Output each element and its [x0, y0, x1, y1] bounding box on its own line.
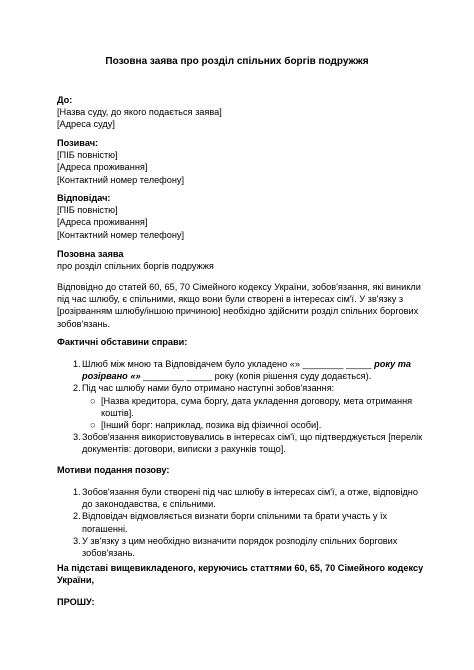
list-number: 2. [73, 511, 81, 522]
claim-subheading: про розділ спільних боргів подружжя [57, 261, 214, 272]
facts-subitem [57, 419, 419, 431]
basis-text: України, [57, 575, 95, 586]
intro-line: під час шлюбу, є спільними, якщо вони були створені в інтересах сім'ї. У зв'язку з [57, 294, 404, 305]
facts-heading: Фактичні обставини справи: [57, 337, 188, 347]
motives-section [57, 464, 419, 476]
recipient-block [57, 94, 419, 131]
motives-text: до законодавства, є спільними. [82, 499, 216, 510]
document-title: Позовна заява про розділ спільних боргів подружжя [105, 56, 369, 67]
facts-blank: ________ _____ [302, 359, 375, 369]
list-number: 2. [73, 383, 81, 394]
defendant-block [57, 192, 419, 241]
basis-text: На підставі вищевикладеного, керуючись статтями 60, 65, 70 Сімейного кодексу [57, 563, 424, 573]
motives-text: погашенні. [82, 523, 128, 534]
plaintiff-block [57, 137, 419, 186]
motives-text: Зобов'язання були створені під час шлюбу в інтересах сім'ї, а отже, відповідно [82, 487, 418, 497]
facts-subitem-text: [Назва кредитора, сума боргу, дата укладення договору, мета отримання [101, 395, 413, 406]
intro-line: зобов'язань. [57, 318, 110, 329]
recipient-heading: До: [57, 95, 73, 105]
facts-item [57, 382, 419, 394]
request-section [57, 596, 419, 608]
motives-text: Відповідач відмовляється визнати борги спільними та брати участь у їх [82, 511, 388, 522]
intro-line: [розірванням шлюбу/іншою причиною] необхідно здійснити розділ спільних боргових [57, 306, 419, 317]
list-number: 3. [73, 535, 81, 546]
request-heading: ПРОШУ: [57, 597, 95, 607]
defendant-phone-field: [Контактний номер телефону] [57, 229, 185, 240]
motives-text: У зв'язку з цим необхідно визначити порядок розподілу спільних боргових [82, 535, 398, 546]
list-number: 1. [73, 487, 81, 497]
facts-item [57, 358, 419, 382]
facts-text: Шлюб між мною та Відповідачем було укладено «» [82, 359, 303, 369]
motives-item [57, 510, 419, 534]
claim-heading-block [57, 248, 419, 272]
facts-subitem-text: коштів]. [101, 407, 134, 418]
plaintiff-name-field: [ПІБ повністю] [57, 150, 118, 161]
facts-subitem [57, 395, 419, 419]
list-number: 1. [73, 359, 81, 369]
court-address-field: [Адреса суду] [57, 119, 115, 130]
motives-list [57, 486, 419, 559]
intro-line: Відповідно до статей 60, 65, 70 Сімейного кодексу України, зобов'язання, які виникли [57, 282, 421, 292]
intro-paragraph [57, 281, 419, 330]
claim-heading: Позовна заява [57, 249, 124, 259]
bullet-icon: ○ [90, 420, 96, 431]
facts-item [57, 431, 423, 455]
plaintiff-heading: Позивач: [57, 138, 99, 148]
defendant-name-field: [ПІБ повністю] [57, 205, 118, 216]
motives-item [57, 535, 419, 559]
facts-text: ________ _____ року (копія рішення суду додається). [143, 371, 372, 382]
plaintiff-phone-field: [Контактний номер телефону] [57, 174, 185, 185]
facts-text: Під час шлюбу нами було отримано наступні зобов'язання: [82, 383, 335, 394]
motives-text: зобов'язань. [82, 548, 135, 559]
court-name-field: [Назва суду, до якого подається заява] [57, 107, 222, 118]
defendant-heading: Відповідач: [57, 193, 111, 203]
bullet-icon: ○ [90, 395, 96, 406]
basis-section [57, 562, 424, 586]
list-number: 3. [73, 432, 81, 443]
defendant-address-field: [Адреса проживання] [57, 217, 148, 228]
motives-heading: Мотиви подання позову: [57, 465, 170, 475]
facts-subitem-text: [Інший борг: наприклад, позика від фізичної особи]. [101, 420, 322, 431]
facts-text: документів: договори, виписки з рахунків тощо]. [82, 444, 286, 455]
facts-text: Зобов'язання використовувались в інтересах сім'ї, що підтверджується [перелік [82, 432, 423, 443]
plaintiff-address-field: [Адреса проживання] [57, 162, 148, 173]
motives-item [57, 486, 419, 510]
facts-bold-italic: розірвано «» [82, 371, 144, 382]
facts-section [57, 336, 419, 348]
facts-bold-italic: року та [374, 359, 412, 369]
facts-list [57, 358, 423, 456]
